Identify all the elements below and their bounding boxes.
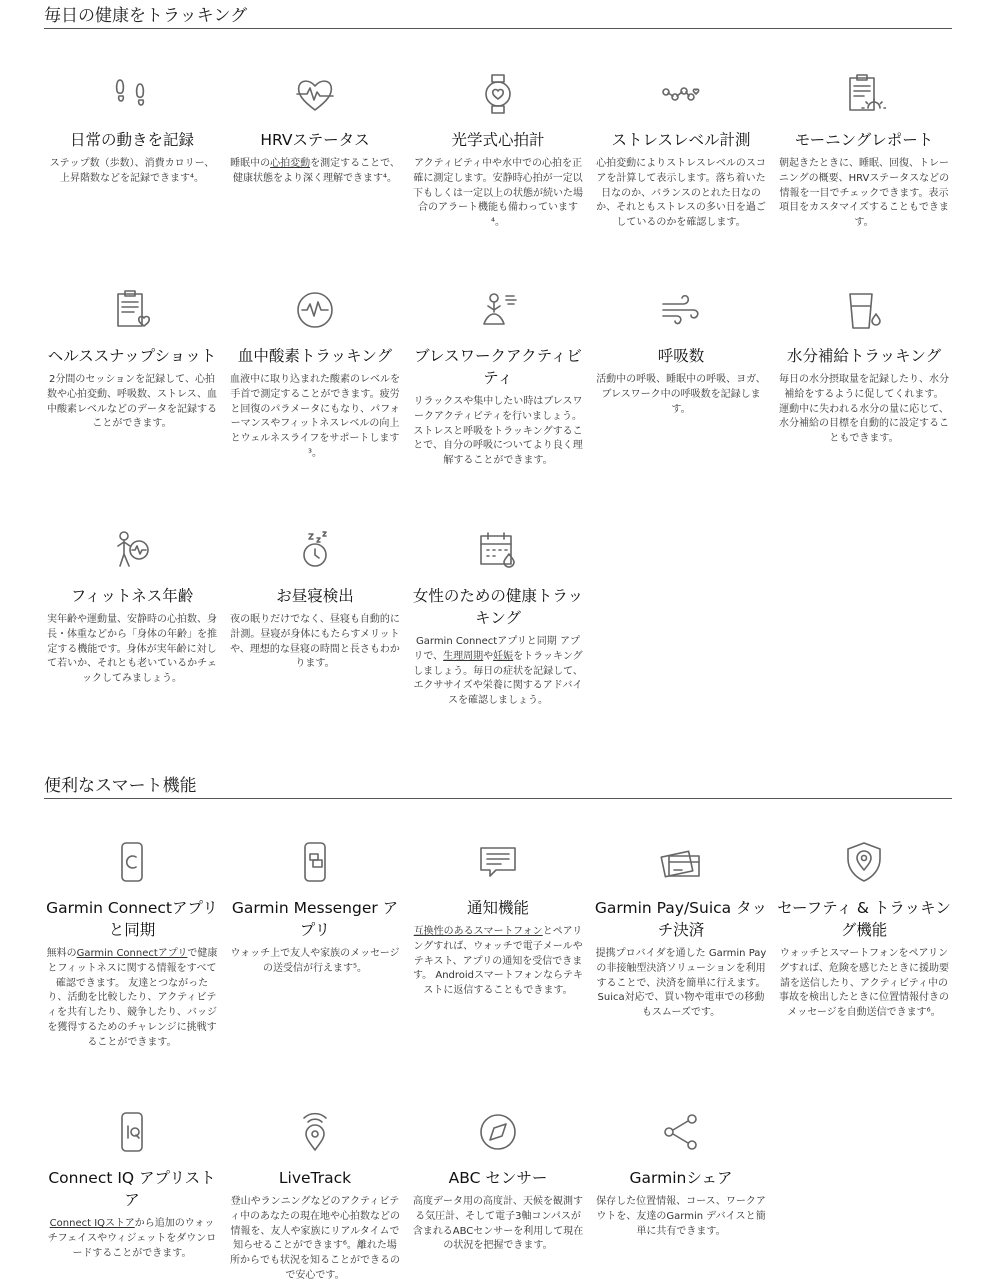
feature-title: 水分補給トラッキング [786, 347, 942, 365]
livetrack-icon [227, 1105, 403, 1159]
text-link[interactable]: 心拍変動 [270, 158, 311, 169]
phone-iq-icon [44, 1105, 220, 1159]
phone-c-icon [44, 835, 220, 889]
feature-description: 高度データ用の高度計、天候を観測する気圧計、そして電子3軸コンパスが含まれるABCセンサーを利用して現在の状況を把握できます。 [412, 1196, 584, 1252]
feature-title: Garminシェア [629, 1169, 733, 1187]
feature-description: 保存した位置情報、コース、ワークアウトを、友達のGarmin デバイスと簡単に共有できます。 [596, 1196, 766, 1237]
feature-item [44, 835, 220, 1051]
feature-item [410, 835, 586, 999]
nap-clock-icon [227, 523, 403, 577]
feature-item [410, 1105, 586, 1254]
feature-item [44, 283, 220, 432]
breathwork-icon [410, 283, 586, 337]
clipboard-heart-icon [44, 283, 220, 337]
feature-description: ステップ数（歩数）、消費カロリー、上昇階数などを記録できます⁴。 [49, 158, 215, 184]
text-link[interactable]: Connect IQストア [49, 1218, 135, 1229]
feature-title: 光学式心拍計 [451, 131, 545, 149]
feature-description: 登山やランニングなどのアクティビティ中のあなたの現在地や心拍数などの情報を、友人や家族にリアルタイムで知らせることができます⁶。離れた場所からでも状況を知ることができるので安心です。 [230, 1196, 400, 1281]
text-link[interactable]: 妊娠 [493, 650, 514, 662]
water-glass-icon [776, 283, 952, 337]
watch-heart-icon [410, 67, 586, 121]
feature-title: ヘルススナップショット [47, 347, 217, 365]
feature-item [593, 67, 769, 231]
text-link[interactable]: 互換性のあるスマートフォン [413, 926, 543, 937]
feature-title: セーフティ & トラッキング機能 [777, 899, 951, 939]
feature-item [227, 283, 403, 462]
feature-item [410, 67, 586, 231]
feature-title: フィットネス年齢 [70, 587, 194, 605]
feature-description: 無料のGarmin Connectアプリで健康とフィットネスに関する情報をすべて確認できます。 友達とつながったり、活動を比較したり、アクティビティを共有したり、競争したり、バッジを獲得するためのチャレンジに挑戦することができます。 [46, 948, 218, 1048]
feature-description: Connect IQストアから追加のウォッチフェイスやウィジェットをダウンロードすることができます。 [47, 1218, 217, 1259]
feature-item [44, 67, 220, 187]
feature-description: 互換性のあるスマートフォンとペアリングすれば、ウォッチで電子メールやテキスト、アプリの通知を受信できます。 Androidスマートフォンならテキストに返信することもできます。 [412, 926, 584, 997]
feature-description: 血液中に取り込まれた酸素のレベルを手首で測定することができます。疲労と回復のパラメータにもなり、パフォーマンスやフィットネスレベルの向上とウェルネスライフをサポートします³。 [230, 374, 400, 459]
text-link[interactable]: 生理周期 [443, 650, 484, 662]
feature-item [44, 523, 220, 687]
compass-icon [410, 1105, 586, 1159]
feature-description: 心拍変動によりストレスレベルのスコアを計算して表示します。落ち着いた日なのか、バランスのとれた日なのか、それともストレスの多い日を過ごしているのかを確認します。 [596, 158, 766, 229]
fitness-age-icon [44, 523, 220, 577]
feature-title: Connect IQ アプリストア [48, 1169, 216, 1209]
notification-icon [410, 835, 586, 889]
feature-item [593, 1105, 769, 1239]
feature-title: 日常の動きを記録 [69, 131, 194, 149]
feature-title: Garmin Connectアプリと同期 [46, 899, 218, 939]
feature-description: 提携プロバイダを通した Garmin Pay の非接触型決済ソリューションを利用することで、決済を簡単に行えます。Suica対応で、買い物や電車での移動もスムーズです。 [595, 948, 767, 1019]
heart-hrv-icon [227, 67, 403, 121]
feature-description: 毎日の水分摂取量を記録したり、水分補給をするように促してくれます。 運動中に失われる水分の量に応じて、水分補給の目標を自動的に設定することもできます。 [779, 374, 949, 445]
feature-item [227, 1105, 403, 1284]
feature-item [593, 283, 769, 417]
section-title: 便利なスマート機能 [44, 776, 952, 799]
feature-title: ABC センサー [448, 1169, 548, 1187]
feature-title: 通知機能 [466, 899, 529, 917]
feature-description: リラックスや集中したい時はブレスワークアクティビティを行いましょう。ストレスと呼吸をトラッキングすることで、自分の呼吸についてより良く理解することができます。 [413, 396, 583, 467]
section-title: 毎日の健康をトラッキング [44, 6, 952, 29]
feature-description: ウォッチとスマートフォンをペアリングすれば、危険を感じたときに援助要請を送信したり、アクティビティ中の事故を検出したときに位置情報付きのメッセージを自動送信できます⁶。 [779, 948, 949, 1019]
shield-pin-icon [776, 835, 952, 889]
feature-item [227, 67, 403, 187]
feature-description: ウォッチ上で友人や家族のメッセージの送受信が行えます⁵。 [230, 948, 400, 974]
feature-description: 活動中の呼吸、睡眠中の呼吸、ヨガ、ブレスワーク中の呼吸数を記録します。 [596, 374, 766, 415]
health-section [44, 6, 952, 707]
feature-item [227, 523, 403, 672]
feature-title: お昼寝検出 [276, 587, 354, 605]
feature-title: Garmin Pay/Suica タッチ決済 [594, 899, 768, 939]
calendar-drop-icon [410, 523, 586, 577]
footprints-icon [44, 67, 220, 121]
feature-title: 女性のための健康トラッキング [412, 587, 584, 627]
share-icon [593, 1105, 769, 1159]
clipboard-sun-icon [776, 67, 952, 121]
feature-title: ブレスワークアクティビティ [414, 347, 582, 387]
feature-title: 血中酸素トラッキング [237, 347, 393, 365]
feature-title: HRVステータス [260, 131, 370, 149]
feature-item [776, 283, 952, 447]
feature-description: 夜の眠りだけでなく、昼寝も自動的に計測。昼寝が身体にもたらすメリットや、理想的な昼寝の時間と長さもわかります。 [230, 614, 400, 670]
feature-item [410, 523, 586, 709]
feature-item [593, 835, 769, 1021]
feature-description: 2分間のセッションを記録して、心拍数や心拍変動、呼吸数、ストレス、血中酸素レベルなどのデータを記録することができます。 [47, 374, 217, 430]
feature-description: 睡眠中の心拍変動を測定することで、健康状態をより深く理解できます⁴。 [230, 158, 400, 184]
feature-description: アクティビティ中や水中での心拍を正確に測定します。安静時心拍が一定以下もしくは一定以上の状態が続いた場合のアラート機能も備わっています⁴。 [413, 158, 583, 229]
feature-item [44, 1105, 220, 1261]
wind-icon [593, 283, 769, 337]
feature-description: 実年齢や運動量、安静時の心拍数、身長・体重などから「身体の年齢」を推定する機能です。身体が実年齢に対して若いか、それとも老いているかチェックしてみましょう。 [47, 614, 217, 685]
feature-item [227, 835, 403, 977]
feature-title: モーニングレポート [794, 131, 934, 149]
feature-description: 朝起きたときに、睡眠、回復、トレーニングの概要、HRVステータスなどの情報を一目でチェックできます。表示項目をカスタマイズすることもできます。 [778, 158, 950, 229]
feature-title: ストレスレベル計測 [611, 131, 751, 149]
feature-item [776, 67, 952, 231]
feature-title: 呼吸数 [657, 347, 705, 365]
feature-item [410, 283, 586, 469]
feature-title: LiveTrack [278, 1169, 352, 1187]
text-link[interactable]: Garmin Connectアプリ [76, 948, 188, 959]
stress-dots-icon [593, 67, 769, 121]
phone-message-icon [227, 835, 403, 889]
smart-section [44, 776, 952, 1281]
cards-icon [593, 835, 769, 889]
pulse-ox-icon [227, 283, 403, 337]
feature-item [776, 835, 952, 1021]
feature-title: Garmin Messenger アプリ [231, 899, 399, 939]
feature-description: Garmin Connectアプリと同期 アプリで、生理周期や妊娠をトラッキングしましょう。毎日の症状を記録して、エクササイズや栄養に関するアドバイスを確認しましょう。 [413, 636, 583, 707]
